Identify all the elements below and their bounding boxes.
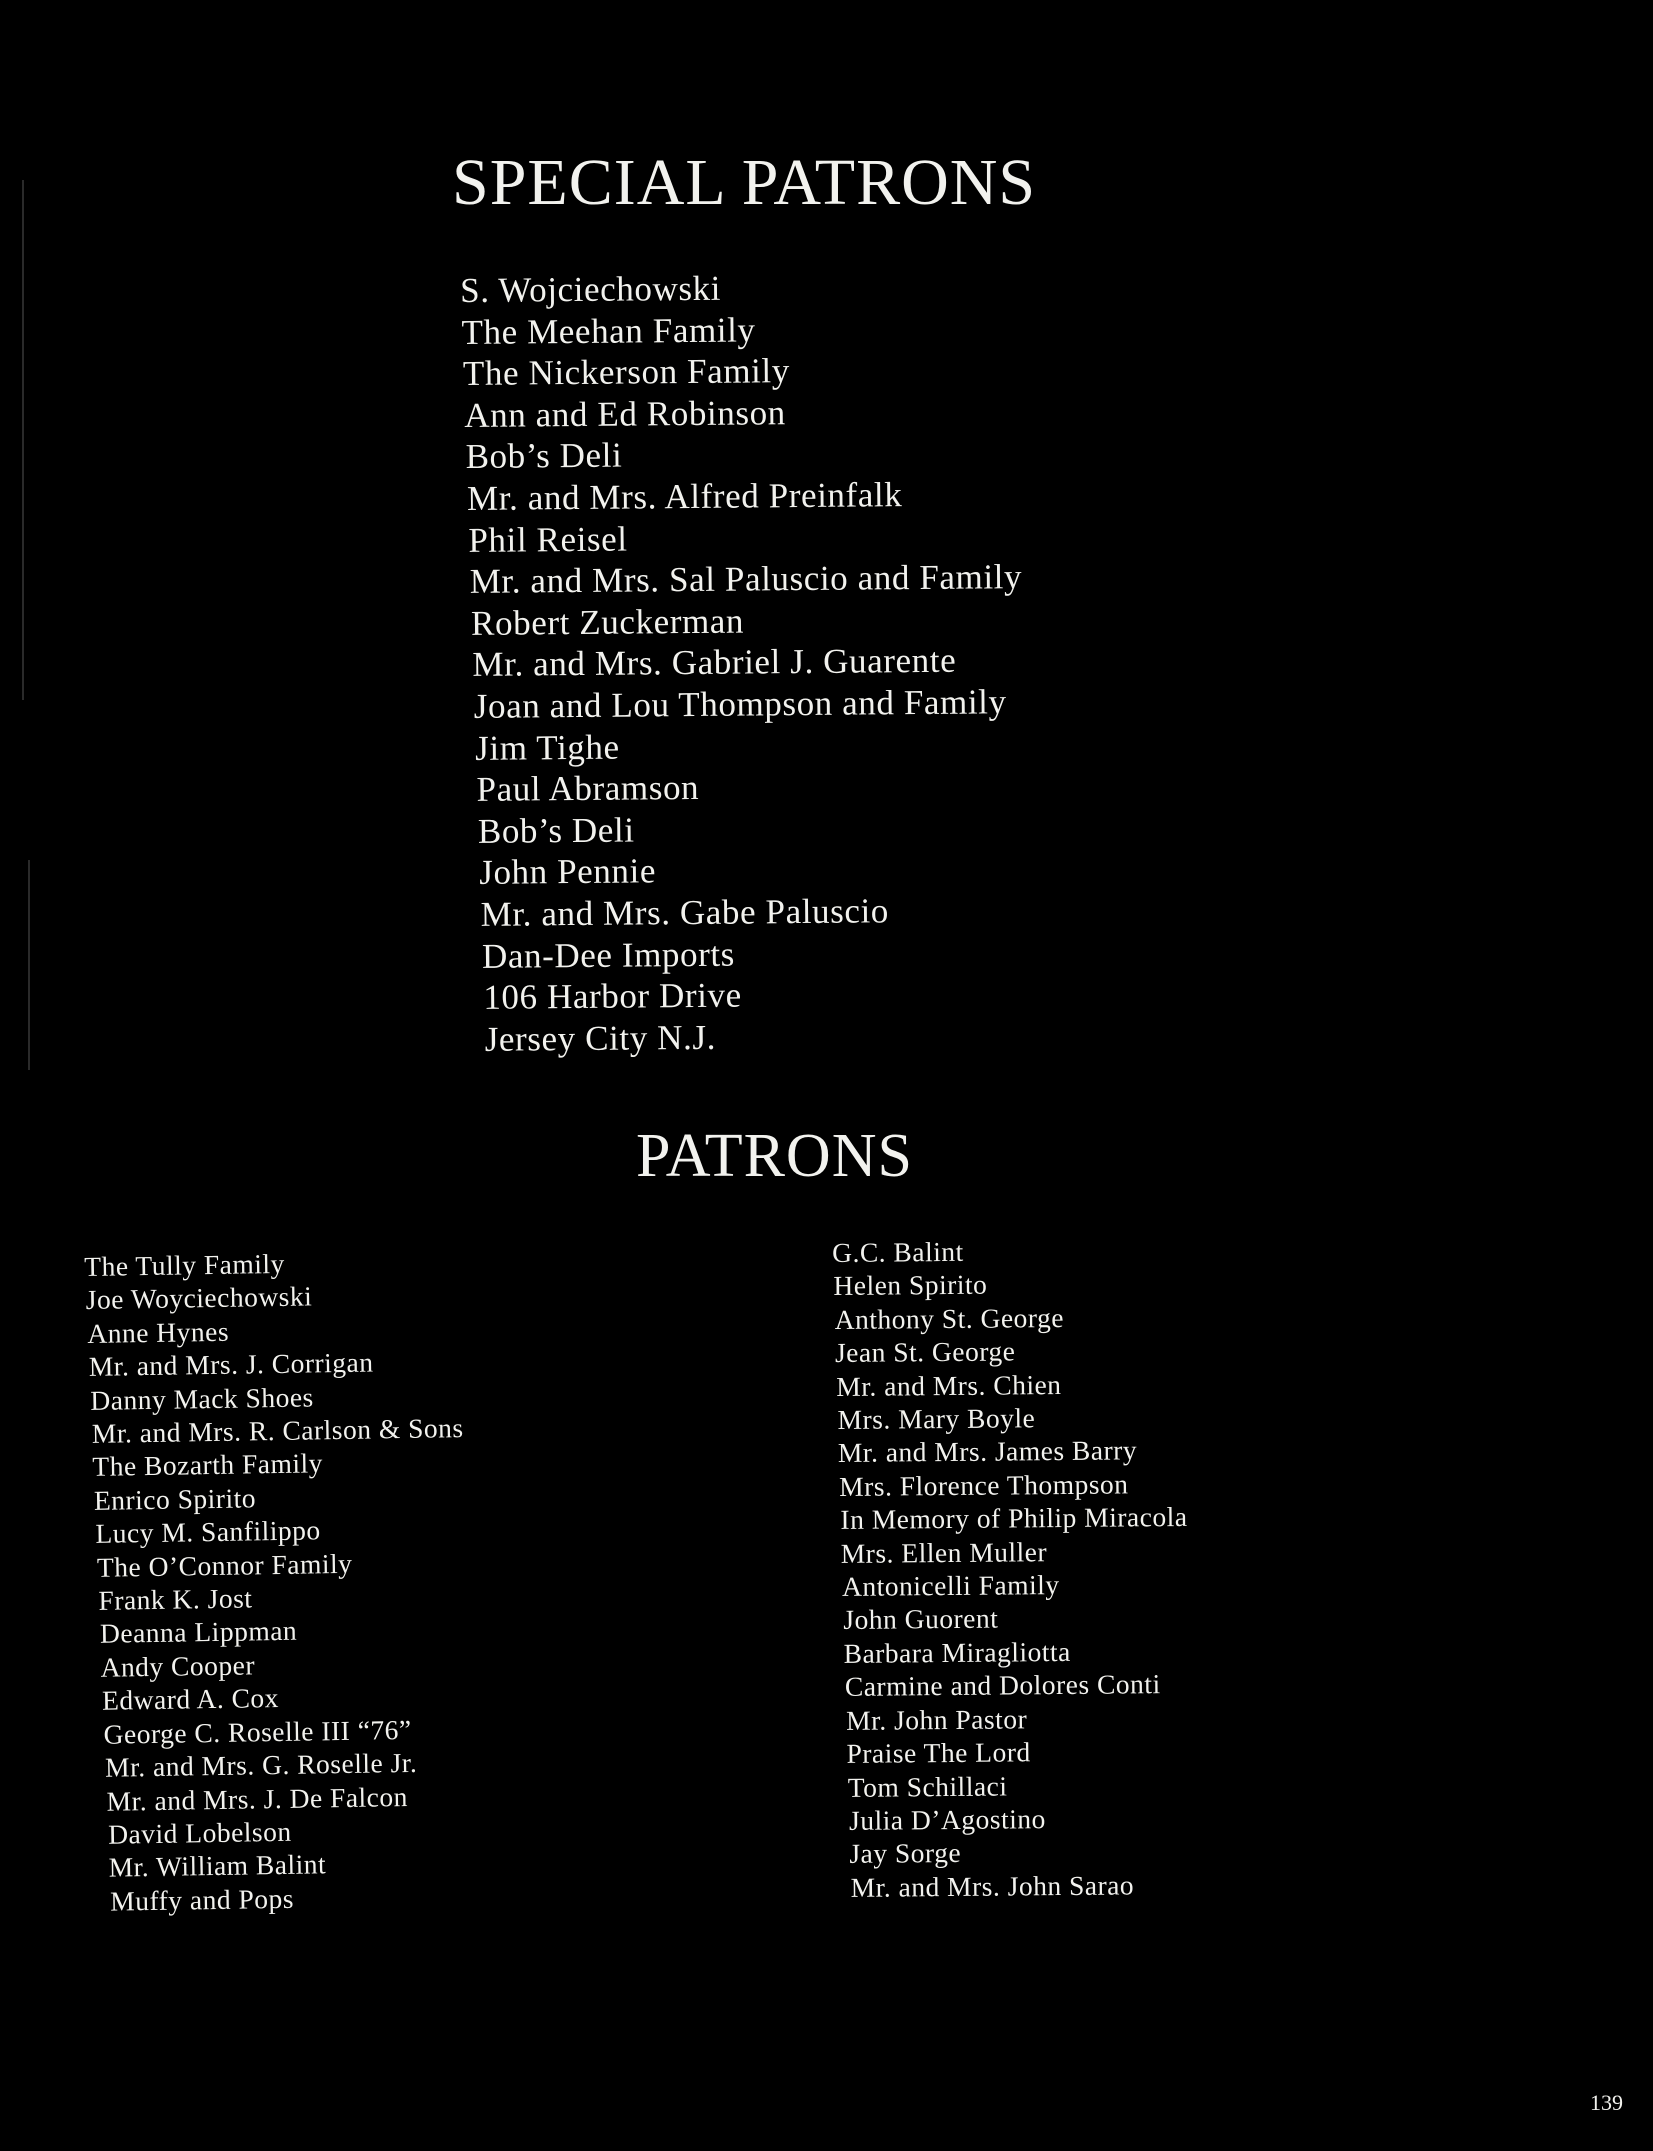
patron-name: Enrico Spirito	[93, 1482, 257, 1516]
patron-name: George C. Roselle III “76”	[103, 1713, 412, 1750]
special-patron-name: Robert Zuckerman	[470, 601, 745, 643]
patron-name: Muffy and Pops	[109, 1882, 295, 1917]
patron-name: Mr. and Mrs. R. Carlson & Sons	[91, 1412, 464, 1449]
patron-name: Deanna Lippman	[99, 1615, 298, 1650]
special-patron-name: Mr. and Mrs. Alfred Preinfalk	[466, 475, 903, 518]
special-patron-name: John Pennie	[479, 851, 657, 893]
patron-name: Danny Mack Shoes	[90, 1381, 314, 1416]
special-patron-name: Mr. and Mrs. Sal Paluscio and Family	[469, 557, 1023, 602]
patron-name: David Lobelson	[107, 1815, 292, 1850]
patron-name: Antonicelli Family	[841, 1569, 1060, 1602]
special-patron-name: Bob’s Deli	[465, 435, 623, 477]
patron-name: Tom Schillaci	[847, 1769, 1008, 1803]
special-patron-name: Mr. and Mrs. Gabriel J. Guarente	[472, 641, 957, 685]
special-patron-name: Dan-Dee Imports	[481, 934, 736, 976]
patron-name: In Memory of Philip Miracola	[840, 1501, 1188, 1536]
patron-name: Mr. and Mrs. Chien	[836, 1368, 1062, 1402]
patron-name: Mr. William Balint	[108, 1848, 327, 1883]
patron-name: Mrs. Florence Thompson	[839, 1468, 1129, 1502]
patron-name: Lucy M. Sanfilippo	[95, 1514, 321, 1550]
scan-edge-mark	[22, 180, 24, 700]
special-patron-name: Mr. and Mrs. Gabe Paluscio	[480, 891, 890, 934]
special-patron-name: Bob’s Deli	[477, 810, 635, 851]
patron-name: Carmine and Dolores Conti	[844, 1668, 1161, 1703]
patron-name: Mr. John Pastor	[846, 1703, 1028, 1736]
special-patron-name: Phil Reisel	[468, 519, 628, 560]
patron-name: The Bozarth Family	[92, 1447, 324, 1483]
patron-name: Mr. and Mrs. J. De Falcon	[106, 1780, 409, 1817]
special-patron-name: Joan and Lou Thompson and Family	[473, 682, 1007, 726]
patrons-left-column	[84, 1244, 471, 1918]
patron-name: Edward A. Cox	[101, 1682, 280, 1717]
page-number: 139	[1590, 2090, 1623, 2115]
special-patron-name: S. Wojciechowski	[460, 268, 722, 310]
special-patron-name: Jim Tighe	[475, 727, 620, 768]
patron-name: Mr. and Mrs. James Barry	[837, 1434, 1138, 1469]
patrons-right-column	[832, 1233, 1191, 1904]
patron-name: Joe Woyciechowski	[85, 1280, 313, 1316]
patron-name: Jay Sorge	[849, 1837, 962, 1870]
special-patrons-heading: SPECIAL PATRONS	[452, 146, 1037, 219]
patron-name: Barbara Miragliotta	[843, 1635, 1071, 1669]
patron-name: John Guorent	[843, 1603, 999, 1636]
patron-name: Mrs. Mary Boyle	[837, 1402, 1036, 1435]
patron-name: Praise The Lord	[846, 1736, 1031, 1769]
special-patrons-list	[460, 265, 1026, 1060]
patron-name: The Tully Family	[84, 1247, 286, 1282]
patron-name: Mrs. Ellen Muller	[840, 1535, 1048, 1569]
special-patron-name: Jersey City N.J.	[484, 1017, 717, 1059]
patron-name: G.C. Balint	[832, 1235, 964, 1268]
patron-name: Anthony St. George	[834, 1301, 1065, 1335]
patrons-heading: PATRONS	[636, 1122, 913, 1190]
patron-name: Helen Spirito	[833, 1269, 988, 1302]
patron-name: Jean St. George	[834, 1335, 1016, 1369]
scan-edge-mark	[28, 860, 30, 1070]
patron-name: Frank K. Jost	[98, 1582, 253, 1616]
patron-name: Mr. and Mrs. J. Corrigan	[88, 1346, 374, 1383]
special-patron-name: 106 Harbor Drive	[483, 975, 742, 1017]
patron-name: Julia D’Agostino	[848, 1803, 1046, 1836]
patron-name: Anne Hynes	[87, 1315, 230, 1349]
patron-name: Mr. and Mrs. John Sarao	[850, 1869, 1135, 1903]
special-patron-name: Ann and Ed Robinson	[464, 392, 786, 435]
special-patron-name: Paul Abramson	[476, 768, 700, 809]
special-patron-name: The Nickerson Family	[462, 351, 790, 394]
patron-name: The O’Connor Family	[96, 1547, 353, 1583]
patron-name: Mr. and Mrs. G. Roselle Jr.	[104, 1746, 418, 1783]
special-patron-name: The Meehan Family	[461, 310, 756, 352]
patron-name: Andy Cooper	[100, 1649, 256, 1683]
